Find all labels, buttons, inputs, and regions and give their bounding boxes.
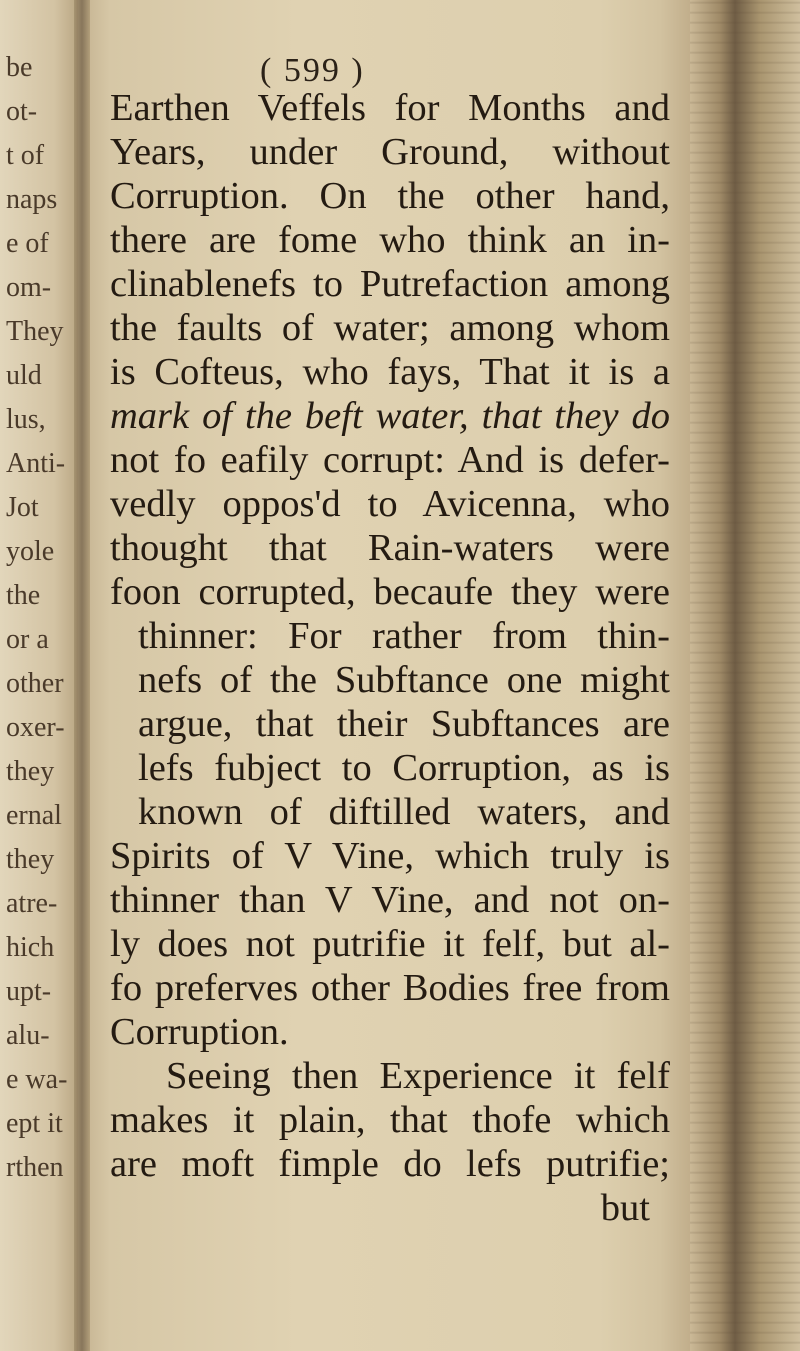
text-line: lefs fubject to Corruption, as is xyxy=(138,747,670,789)
printed-page xyxy=(110,52,670,1229)
facing-page-edge xyxy=(0,0,78,1351)
facing-page-fragment: be xyxy=(6,52,33,83)
text-line: nefs of the Subftance one might xyxy=(138,659,670,701)
text-line: is Cofteus, who fays, That it is a xyxy=(110,351,670,393)
facing-page-fragment: ernal xyxy=(6,800,62,831)
facing-page-fragment: e wa- xyxy=(6,1064,68,1095)
facing-page-fragment: or a xyxy=(6,624,49,655)
facing-page-fragment: e of xyxy=(6,228,49,259)
page-number-header: ( 599 ) xyxy=(260,52,365,89)
facing-page-fragment: oxer- xyxy=(6,712,65,743)
catchword: but xyxy=(600,1187,650,1229)
text-line: Earthen Veffels for Months and xyxy=(110,87,670,129)
text-line: Years, under Ground, without xyxy=(110,131,670,173)
text-line: argue, that their Subftances are xyxy=(138,703,670,745)
text-line: thought that Rain-waters were xyxy=(110,527,670,569)
text-line: known of diftilled waters, and xyxy=(138,791,670,833)
facing-page-fragment: They xyxy=(6,316,64,347)
facing-page-fragment: Anti- xyxy=(6,448,66,479)
facing-page-fragment: rthen xyxy=(6,1152,64,1183)
facing-page-fragment: other xyxy=(6,668,64,699)
book-gutter xyxy=(74,0,90,1351)
text-line: not fo eafily corrupt: And is defer- xyxy=(110,439,670,481)
facing-page-fragment: uld xyxy=(6,360,42,391)
facing-page-fragment: t of xyxy=(6,140,45,171)
text-line: Seeing then Experience it felf xyxy=(166,1055,670,1097)
text-line: vedly oppos'd to Avicenna, who xyxy=(110,483,670,525)
text-line: the faults of water; among whom xyxy=(110,307,670,349)
facing-page-fragment: yole xyxy=(6,536,55,567)
facing-page-fragment: upt- xyxy=(6,976,52,1007)
text-line: thinner: For rather from thin- xyxy=(138,615,670,657)
facing-page-fragment: they xyxy=(6,756,55,787)
text-line: there are fome who think an in- xyxy=(110,219,670,261)
text-line: Spirits of V Vine, which truly is xyxy=(110,835,670,877)
facing-page-fragment: ot- xyxy=(6,96,38,127)
page-body xyxy=(110,86,670,1230)
facing-page-fragment: hich xyxy=(6,932,55,963)
facing-page-fragment: they xyxy=(6,844,55,875)
facing-page-fragment: the xyxy=(6,580,41,611)
facing-page-fragment: ept it xyxy=(6,1108,63,1139)
facing-page-fragment: naps xyxy=(6,184,58,215)
text-line: mark of the beft water, that they do xyxy=(110,395,670,437)
facing-page-fragment: lus, xyxy=(6,404,46,435)
text-line: Corruption. xyxy=(110,1011,289,1053)
text-line: are moft fimple do lefs putrifie; xyxy=(110,1143,670,1185)
text-line: makes it plain, that thofe which xyxy=(110,1099,670,1141)
text-line: thinner than V Vine, and not on- xyxy=(110,879,670,921)
text-line: foon corrupted, becaufe they were xyxy=(110,571,670,613)
facing-page-fragment: atre- xyxy=(6,888,58,919)
book-fore-edge xyxy=(690,0,800,1351)
text-line: clinablenefs to Putrefaction among xyxy=(110,263,670,305)
text-line: ly does not putrifie it felf, but al- xyxy=(110,923,670,965)
text-line: fo preferves other Bodies free from xyxy=(110,967,670,1009)
facing-page-fragment: Jot xyxy=(6,492,39,523)
facing-page-fragment: alu- xyxy=(6,1020,50,1051)
text-line: Corruption. On the other hand, xyxy=(110,175,670,217)
facing-page-fragment: om- xyxy=(6,272,52,303)
